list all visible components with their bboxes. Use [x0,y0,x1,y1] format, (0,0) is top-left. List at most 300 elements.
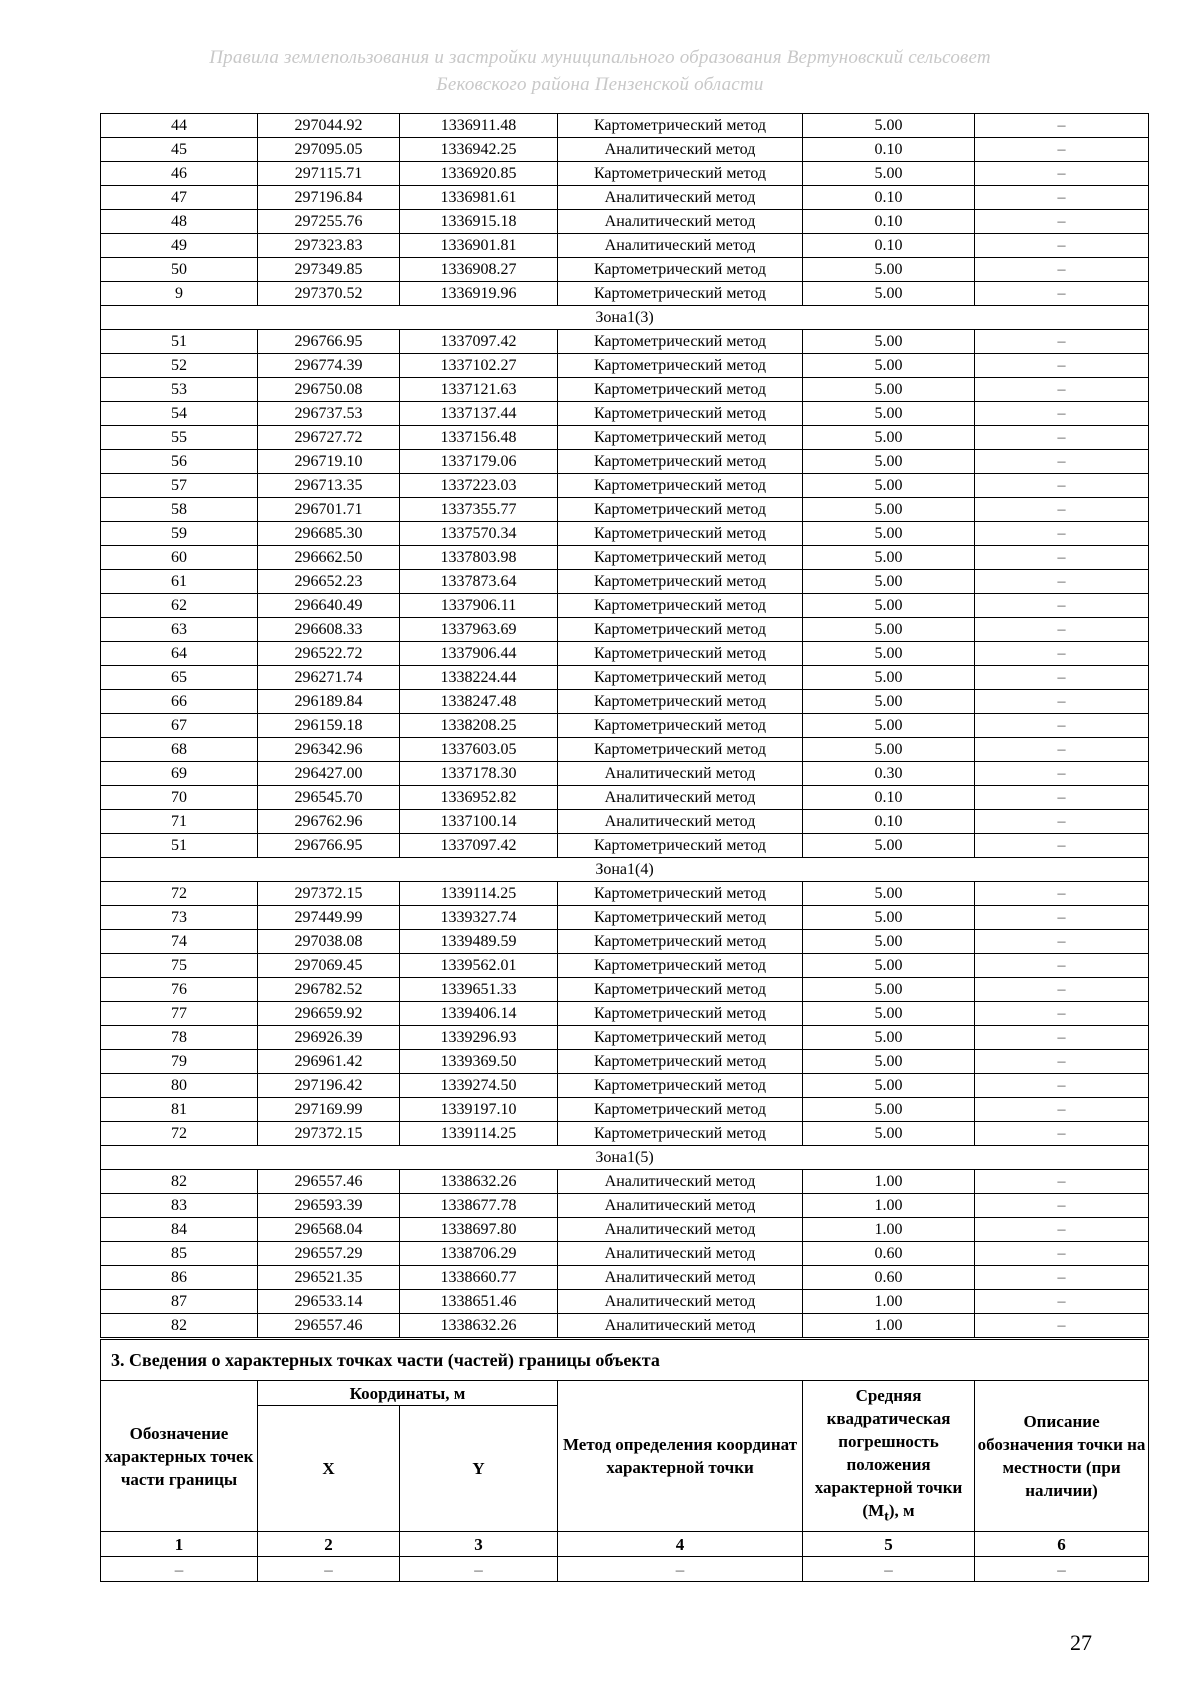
description-cell: – [975,282,1149,306]
table-row [101,1290,1149,1314]
description-cell: – [975,186,1149,210]
description-cell: – [975,954,1149,978]
error-cell: 5.00 [803,258,975,282]
y-coordinate-cell: 1337102.27 [400,354,558,378]
description-cell: – [975,1098,1149,1122]
x-coordinate-cell: 296766.95 [258,330,400,354]
y-coordinate-cell: 1337100.14 [400,810,558,834]
error-cell: 5.00 [803,570,975,594]
x-coordinate-cell: 297370.52 [258,282,400,306]
method-cell: Картометрический метод [558,666,803,690]
y-coordinate-cell: 1339369.50 [400,1050,558,1074]
x-coordinate-cell: 296727.72 [258,426,400,450]
point-number-cell: 74 [101,930,258,954]
col-desc-header: Описание обозначения точки на местности (при наличии) [975,1381,1149,1532]
description-cell: – [975,1002,1149,1026]
description-cell: – [975,330,1149,354]
description-cell: – [975,810,1149,834]
point-number-cell: 59 [101,522,258,546]
description-cell: – [975,450,1149,474]
point-number-cell: 71 [101,810,258,834]
table-row [101,186,1149,210]
point-number-cell: 79 [101,1050,258,1074]
method-cell: Картометрический метод [558,738,803,762]
error-cell: 0.60 [803,1266,975,1290]
x-coordinate-cell: 297169.99 [258,1098,400,1122]
x-coordinate-cell: 297323.83 [258,234,400,258]
y-coordinate-cell: 1339651.33 [400,978,558,1002]
description-cell: – [975,930,1149,954]
y-coordinate-cell: 1336920.85 [400,162,558,186]
y-coordinate-cell: 1337097.42 [400,330,558,354]
description-cell: – [975,258,1149,282]
x-coordinate-cell: 296713.35 [258,474,400,498]
col-point-header: Обозначение характерных точек части границы [101,1381,258,1532]
x-coordinate-cell: 296719.10 [258,450,400,474]
error-cell: 5.00 [803,426,975,450]
table-row [101,234,1149,258]
description-cell: – [975,594,1149,618]
x-coordinate-cell: 297372.15 [258,1122,400,1146]
error-cell: 5.00 [803,1002,975,1026]
y-coordinate-cell: 1337179.06 [400,450,558,474]
method-cell: Картометрический метод [558,1026,803,1050]
zone-label: Зона1(5) [101,1146,1149,1170]
point-number-cell: 82 [101,1170,258,1194]
table-row [101,282,1149,306]
description-cell: – [975,738,1149,762]
error-cell: 5.00 [803,1098,975,1122]
y-coordinate-cell: 1338706.29 [400,1242,558,1266]
zone-header-row [101,858,1149,882]
empty-cell: – [558,1557,803,1582]
point-number-cell: 62 [101,594,258,618]
y-coordinate-cell: 1337963.69 [400,618,558,642]
error-cell: 5.00 [803,162,975,186]
x-coordinate-cell: 296533.14 [258,1290,400,1314]
error-cell: 5.00 [803,906,975,930]
error-cell: 5.00 [803,330,975,354]
method-cell: Аналитический метод [558,234,803,258]
x-coordinate-cell: 296750.08 [258,378,400,402]
document-header [0,44,1200,98]
y-coordinate-cell: 1337906.44 [400,642,558,666]
error-cell: 0.60 [803,1242,975,1266]
point-number-cell: 60 [101,546,258,570]
y-coordinate-cell: 1339114.25 [400,1122,558,1146]
method-cell: Картометрический метод [558,690,803,714]
description-cell: – [975,1218,1149,1242]
method-cell: Аналитический метод [558,1290,803,1314]
x-coordinate-cell: 296640.49 [258,594,400,618]
error-cell: 5.00 [803,354,975,378]
description-cell: – [975,474,1149,498]
description-cell: – [975,402,1149,426]
section3-title: 3. Сведения о характерных точках части (частей) границы объекта [101,1340,1149,1381]
table-row [101,594,1149,618]
error-cell: 5.00 [803,282,975,306]
y-coordinate-cell: 1337097.42 [400,834,558,858]
table-row [101,906,1149,930]
y-coordinate-cell: 1339489.59 [400,930,558,954]
point-number-cell: 69 [101,762,258,786]
y-coordinate-cell: 1339327.74 [400,906,558,930]
description-cell: – [975,1266,1149,1290]
point-number-cell: 55 [101,426,258,450]
description-cell: – [975,546,1149,570]
error-cell: 5.00 [803,666,975,690]
y-coordinate-cell: 1336901.81 [400,234,558,258]
description-cell: – [975,1026,1149,1050]
point-number-cell: 64 [101,642,258,666]
point-number-cell: 86 [101,1266,258,1290]
point-number-cell: 66 [101,690,258,714]
y-coordinate-cell: 1337137.44 [400,402,558,426]
x-coordinate-cell: 297196.84 [258,186,400,210]
point-number-cell: 57 [101,474,258,498]
description-cell: – [975,642,1149,666]
y-coordinate-cell: 1336981.61 [400,186,558,210]
point-number-cell: 58 [101,498,258,522]
x-coordinate-cell: 297449.99 [258,906,400,930]
description-cell: – [975,1050,1149,1074]
x-coordinate-cell: 296427.00 [258,762,400,786]
method-cell: Картометрический метод [558,1002,803,1026]
y-coordinate-cell: 1336952.82 [400,786,558,810]
x-coordinate-cell: 296521.35 [258,1266,400,1290]
x-coordinate-cell: 297115.71 [258,162,400,186]
y-coordinate-cell: 1338651.46 [400,1290,558,1314]
empty-cell: – [258,1557,400,1582]
column-number: 3 [400,1532,558,1557]
table-row [101,546,1149,570]
point-number-cell: 72 [101,1122,258,1146]
point-number-cell: 81 [101,1098,258,1122]
method-cell: Картометрический метод [558,618,803,642]
table-row [101,1242,1149,1266]
point-number-cell: 73 [101,906,258,930]
description-cell: – [975,354,1149,378]
table-row [101,762,1149,786]
method-cell: Картометрический метод [558,906,803,930]
x-coordinate-cell: 297196.42 [258,1074,400,1098]
point-number-cell: 84 [101,1218,258,1242]
point-number-cell: 47 [101,186,258,210]
zone-label: Зона1(4) [101,858,1149,882]
description-cell: – [975,210,1149,234]
point-number-cell: 49 [101,234,258,258]
x-coordinate-cell: 296557.46 [258,1170,400,1194]
description-cell: – [975,498,1149,522]
empty-cell: – [803,1557,975,1582]
method-cell: Картометрический метод [558,498,803,522]
description-cell: – [975,522,1149,546]
y-coordinate-cell: 1339114.25 [400,882,558,906]
y-coordinate-cell: 1336908.27 [400,258,558,282]
method-cell: Аналитический метод [558,810,803,834]
y-coordinate-cell: 1337803.98 [400,546,558,570]
empty-cell: – [101,1557,258,1582]
col-error-header: Средняя квадратическая погрешность положения характерной точки $(M_t)$, м [803,1381,975,1532]
y-coordinate-cell: 1337873.64 [400,570,558,594]
error-cell: 5.00 [803,1074,975,1098]
error-cell: 5.00 [803,882,975,906]
point-number-cell: 44 [101,114,258,138]
coordinates-table [100,113,1149,1338]
col-x-header: X [258,1406,400,1532]
error-cell: 0.10 [803,234,975,258]
description-cell: – [975,690,1149,714]
point-number-cell: 51 [101,834,258,858]
table-row [101,426,1149,450]
point-number-cell: 80 [101,1074,258,1098]
method-cell: Картометрический метод [558,282,803,306]
page-number: 27 [1070,1630,1092,1655]
coordinates-table-body [101,114,1149,1338]
method-cell: Картометрический метод [558,570,803,594]
y-coordinate-cell: 1339406.14 [400,1002,558,1026]
column-number: 1 [101,1532,258,1557]
table-row [101,786,1149,810]
point-number-cell: 54 [101,402,258,426]
method-cell: Картометрический метод [558,978,803,1002]
column-number: 6 [975,1532,1149,1557]
description-cell: – [975,162,1149,186]
x-coordinate-cell: 296737.53 [258,402,400,426]
zone-header-row [101,306,1149,330]
error-cell: 1.00 [803,1170,975,1194]
error-cell: 0.30 [803,762,975,786]
point-number-cell: 83 [101,1194,258,1218]
point-number-cell: 53 [101,378,258,402]
error-cell: 5.00 [803,1122,975,1146]
y-coordinate-cell: 1339197.10 [400,1098,558,1122]
description-cell: – [975,714,1149,738]
x-coordinate-cell: 296189.84 [258,690,400,714]
error-cell: 5.00 [803,978,975,1002]
x-coordinate-cell: 296545.70 [258,786,400,810]
table-row [101,162,1149,186]
description-cell: – [975,138,1149,162]
method-cell: Аналитический метод [558,210,803,234]
method-cell: Картометрический метод [558,714,803,738]
x-coordinate-cell: 296159.18 [258,714,400,738]
table-row [101,378,1149,402]
table-row [101,1050,1149,1074]
column-number: 2 [258,1532,400,1557]
error-cell: 5.00 [803,642,975,666]
y-coordinate-cell: 1337603.05 [400,738,558,762]
error-cell: 5.00 [803,618,975,642]
error-cell: 1.00 [803,1314,975,1338]
description-cell: – [975,234,1149,258]
method-cell: Картометрический метод [558,450,803,474]
x-coordinate-cell: 297044.92 [258,114,400,138]
description-cell: – [975,906,1149,930]
y-coordinate-cell: 1339274.50 [400,1074,558,1098]
point-number-cell: 65 [101,666,258,690]
zone-header-row [101,1146,1149,1170]
table-row [101,450,1149,474]
x-coordinate-cell: 296701.71 [258,498,400,522]
y-coordinate-cell: 1338677.78 [400,1194,558,1218]
table-row [101,258,1149,282]
error-cell: 5.00 [803,930,975,954]
table-row [101,402,1149,426]
header-line-1: Правила землепользования и застройки муниципального образования Вертуновский сельсовет [209,47,991,68]
x-coordinate-cell: 296522.72 [258,642,400,666]
table-row [101,1266,1149,1290]
y-coordinate-cell: 1337355.77 [400,498,558,522]
y-coordinate-cell: 1336919.96 [400,282,558,306]
method-cell: Картометрический метод [558,954,803,978]
y-coordinate-cell: 1338224.44 [400,666,558,690]
method-cell: Картометрический метод [558,1122,803,1146]
y-coordinate-cell: 1336942.25 [400,138,558,162]
method-cell: Картометрический метод [558,1050,803,1074]
point-number-cell: 75 [101,954,258,978]
method-cell: Аналитический метод [558,1314,803,1338]
method-cell: Картометрический метод [558,426,803,450]
method-cell: Аналитический метод [558,138,803,162]
table-row [101,1002,1149,1026]
header-line-2: Бековского района Пензенской области [436,74,764,95]
column-number: 4 [558,1532,803,1557]
table-row [101,498,1149,522]
error-cell: 5.00 [803,114,975,138]
description-cell: – [975,786,1149,810]
method-cell: Картометрический метод [558,378,803,402]
error-cell: 5.00 [803,690,975,714]
error-cell: 5.00 [803,378,975,402]
description-cell: – [975,1194,1149,1218]
method-cell: Аналитический метод [558,1194,803,1218]
point-number-cell: 70 [101,786,258,810]
description-cell: – [975,666,1149,690]
x-coordinate-cell: 296568.04 [258,1218,400,1242]
x-coordinate-cell: 296685.30 [258,522,400,546]
point-number-cell: 87 [101,1290,258,1314]
x-coordinate-cell: 297349.85 [258,258,400,282]
error-cell: 5.00 [803,546,975,570]
empty-cell: – [400,1557,558,1582]
error-cell: 0.10 [803,810,975,834]
point-number-cell: 72 [101,882,258,906]
empty-data-row [101,1557,1149,1582]
point-number-cell: 68 [101,738,258,762]
point-number-cell: 52 [101,354,258,378]
y-coordinate-cell: 1337570.34 [400,522,558,546]
table-row [101,570,1149,594]
description-cell: – [975,1122,1149,1146]
col-y-header: Y [400,1406,558,1532]
y-coordinate-cell: 1337906.11 [400,594,558,618]
point-number-cell: 50 [101,258,258,282]
table-row [101,1098,1149,1122]
x-coordinate-cell: 296557.46 [258,1314,400,1338]
point-number-cell: 9 [101,282,258,306]
x-coordinate-cell: 296766.95 [258,834,400,858]
point-number-cell: 51 [101,330,258,354]
error-cell: 5.00 [803,522,975,546]
method-cell: Картометрический метод [558,114,803,138]
table-row [101,642,1149,666]
error-cell: 5.00 [803,594,975,618]
method-cell: Картометрический метод [558,354,803,378]
x-coordinate-cell: 297372.15 [258,882,400,906]
error-cell: 5.00 [803,738,975,762]
method-cell: Аналитический метод [558,1170,803,1194]
point-number-cell: 46 [101,162,258,186]
table-row [101,1170,1149,1194]
table-row [101,1314,1149,1338]
method-cell: Картометрический метод [558,1074,803,1098]
column-number-row [101,1532,1149,1557]
y-coordinate-cell: 1339562.01 [400,954,558,978]
table-row [101,714,1149,738]
section3-table [100,1339,1149,1582]
subscript-t: t [884,1508,889,1525]
method-cell: Аналитический метод [558,786,803,810]
method-cell: Аналитический метод [558,186,803,210]
description-cell: – [975,1074,1149,1098]
x-coordinate-cell: 296762.96 [258,810,400,834]
y-coordinate-cell: 1338660.77 [400,1266,558,1290]
y-coordinate-cell: 1338697.80 [400,1218,558,1242]
table-row [101,114,1149,138]
method-cell: Картометрический метод [558,522,803,546]
description-cell: – [975,426,1149,450]
method-cell: Картометрический метод [558,546,803,570]
x-coordinate-cell: 297095.05 [258,138,400,162]
error-cell: 5.00 [803,450,975,474]
point-number-cell: 82 [101,1314,258,1338]
method-cell: Картометрический метод [558,474,803,498]
point-number-cell: 45 [101,138,258,162]
description-cell: – [975,834,1149,858]
error-cell: 5.00 [803,834,975,858]
x-coordinate-cell: 296271.74 [258,666,400,690]
x-coordinate-cell: 296557.29 [258,1242,400,1266]
empty-cell: – [975,1557,1149,1582]
x-coordinate-cell: 296774.39 [258,354,400,378]
y-coordinate-cell: 1338208.25 [400,714,558,738]
x-coordinate-cell: 296608.33 [258,618,400,642]
col-coords-header: Координаты, м [258,1381,558,1406]
table-row [101,954,1149,978]
error-cell: 1.00 [803,1194,975,1218]
method-cell: Аналитический метод [558,762,803,786]
method-cell: Картометрический метод [558,834,803,858]
method-cell: Аналитический метод [558,1266,803,1290]
x-coordinate-cell: 296961.42 [258,1050,400,1074]
y-coordinate-cell: 1337178.30 [400,762,558,786]
table-row [101,138,1149,162]
error-cell: 0.10 [803,210,975,234]
table-row [101,690,1149,714]
description-cell: – [975,978,1149,1002]
method-cell: Картометрический метод [558,882,803,906]
table-row [101,210,1149,234]
x-coordinate-cell: 296593.39 [258,1194,400,1218]
table-row [101,930,1149,954]
error-cell: 0.10 [803,138,975,162]
x-coordinate-cell: 296652.23 [258,570,400,594]
description-cell: – [975,114,1149,138]
description-cell: – [975,1170,1149,1194]
table-row [101,474,1149,498]
error-cell: 0.10 [803,186,975,210]
